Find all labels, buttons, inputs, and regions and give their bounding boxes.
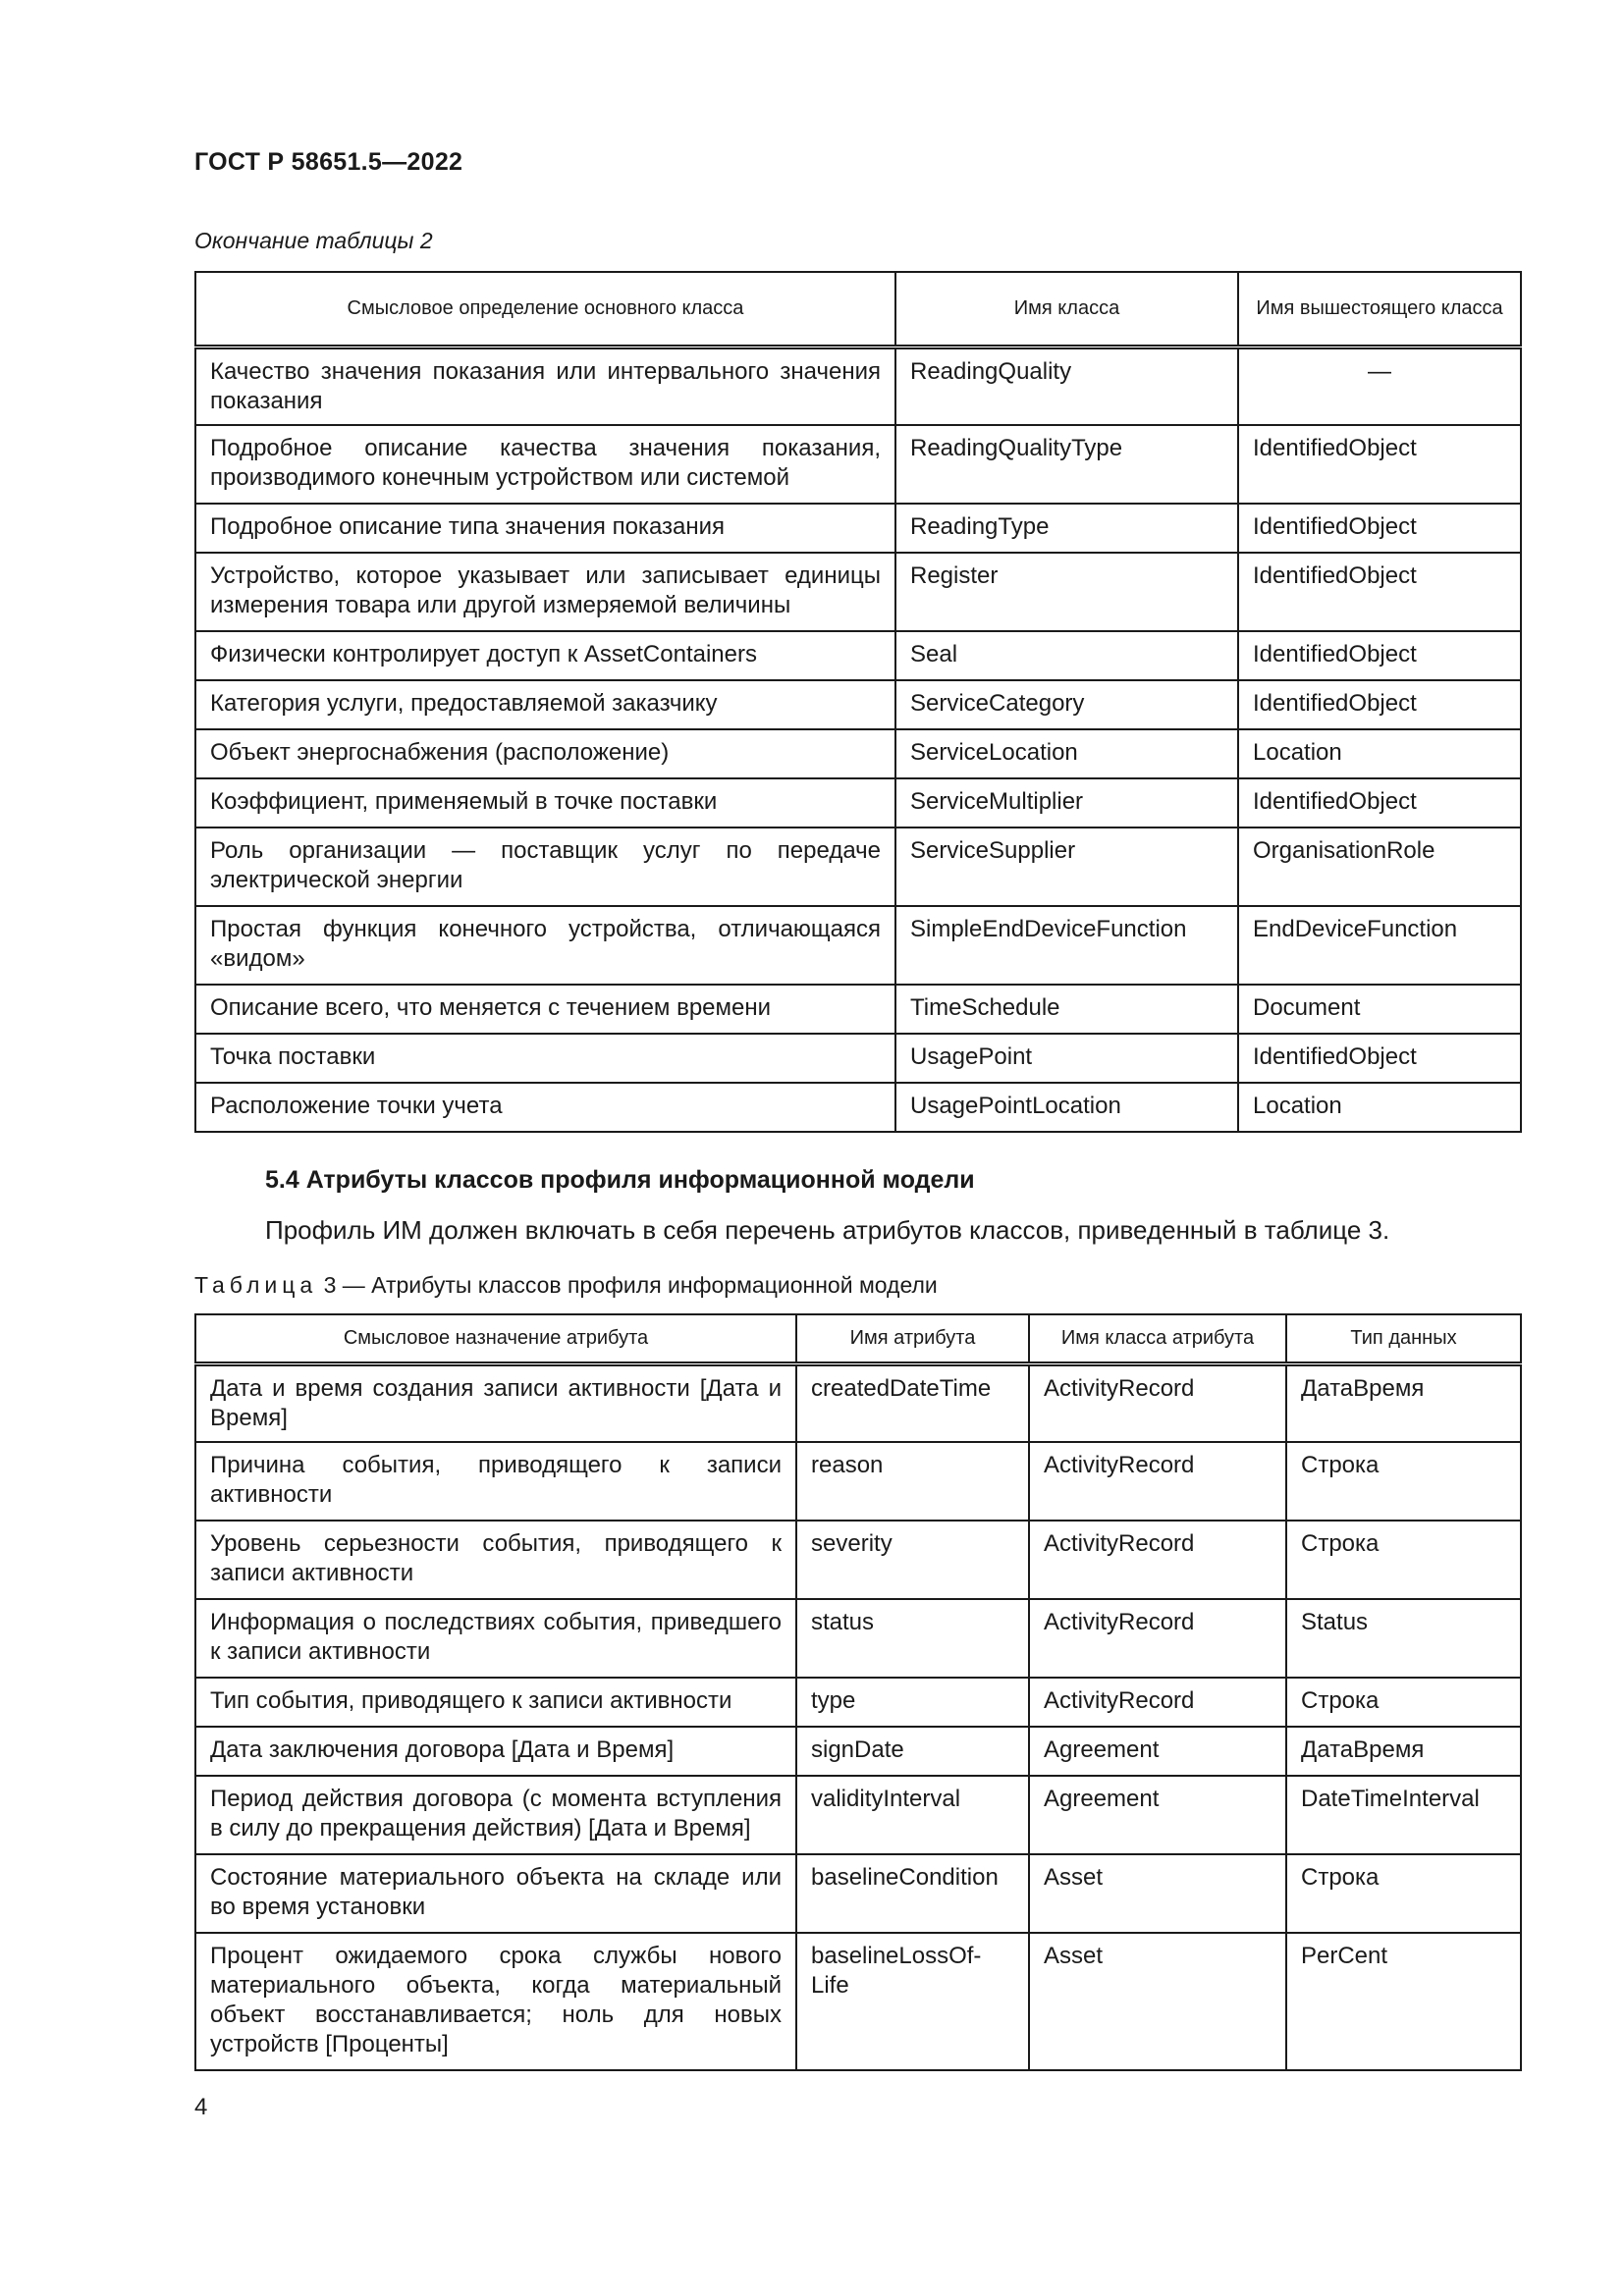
table3-caption-label: Таблица: [194, 1272, 318, 1298]
table-row: [195, 985, 1521, 1034]
section-heading: 5.4 Атрибуты классов профиля информационной модели: [265, 1166, 975, 1194]
table3-cell-purpose: Информация о последствиях события, приведшего к записи активности: [195, 1599, 796, 1678]
table-row: [195, 631, 1521, 680]
table3-cell-attribute-name: reason: [796, 1442, 1029, 1521]
table2-column-header: Имя класса: [895, 272, 1238, 347]
table3-cell-data-type: DateTimeInterval: [1286, 1776, 1521, 1854]
table2-cell-parent-class: IdentifiedObject: [1238, 504, 1521, 553]
table2-cell-class-name: ReadingQuality: [895, 347, 1238, 425]
table2-continuation-label: Окончание таблицы 2: [194, 228, 433, 253]
table2-cell-definition: Описание всего, что меняется с течением времени: [195, 985, 895, 1034]
table2-cell-parent-class: IdentifiedObject: [1238, 1034, 1521, 1083]
table3-cell-attribute-name: baselineCondition: [796, 1854, 1029, 1933]
table2-cell-class-name: ServiceMultiplier: [895, 778, 1238, 828]
table3-cell-data-type: PerCent: [1286, 1933, 1521, 2070]
table3-cell-purpose: Состояние материального объекта на складе или во время установки: [195, 1854, 796, 1933]
table3-cell-purpose: Причина события, приводящего к записи активности: [195, 1442, 796, 1521]
table3-cell-attribute-name: signDate: [796, 1727, 1029, 1776]
table2-cell-definition: Коэффициент, применяемый в точке поставки: [195, 778, 895, 828]
table3-cell-purpose: Процент ожидаемого срока службы нового материального объекта, когда материальный объект восстанавливается; ноль для новых устройств [Проценты]: [195, 1933, 796, 2070]
table2-cell-parent-class: IdentifiedObject: [1238, 425, 1521, 504]
table3-cell-attribute-name: validityInterval: [796, 1776, 1029, 1854]
table3-cell-data-type: Строка: [1286, 1521, 1521, 1599]
table3-column-header: Имя атрибута: [796, 1314, 1029, 1363]
table3-cell-attribute-class: ActivityRecord: [1029, 1599, 1286, 1678]
table3-cell-attribute-name: baselineLossOf-Life: [796, 1933, 1029, 2070]
table2-cell-parent-class: —: [1238, 347, 1521, 425]
table-row: [195, 1083, 1521, 1132]
table2-cell-parent-class: Location: [1238, 1083, 1521, 1132]
table2-cell-definition: Категория услуги, предоставляемой заказчику: [195, 680, 895, 729]
table-row: [195, 1363, 1521, 1442]
table2-cell-definition: Устройство, которое указывает или записывает единицы измерения товара или другой измеряемой величины: [195, 553, 895, 631]
table3-column-header: Имя класса атрибута: [1029, 1314, 1286, 1363]
table-row: [195, 680, 1521, 729]
table-row: [195, 906, 1521, 985]
section-paragraph: Профиль ИМ должен включать в себя перечень атрибутов классов, приведенный в таблице 3.: [265, 1215, 1390, 1245]
table-row: [195, 1678, 1521, 1727]
table2-cell-class-name: ServiceCategory: [895, 680, 1238, 729]
table2-cell-parent-class: EndDeviceFunction: [1238, 906, 1521, 985]
table3-cell-data-type: ДатаВремя: [1286, 1363, 1521, 1442]
table3-column-header: Тип данных: [1286, 1314, 1521, 1363]
table-row: [195, 553, 1521, 631]
table2-cell-parent-class: IdentifiedObject: [1238, 631, 1521, 680]
table3-cell-data-type: Строка: [1286, 1442, 1521, 1521]
table3-cell-purpose: Тип события, приводящего к записи активности: [195, 1678, 796, 1727]
table2-cell-definition: Роль организации — поставщик услуг по передаче электрической энергии: [195, 828, 895, 906]
table3-cell-attribute-class: Agreement: [1029, 1727, 1286, 1776]
table2-column-header: Имя вышестоящего класса: [1238, 272, 1521, 347]
table2-cell-definition: Качество значения показания или интервального значения показания: [195, 347, 895, 425]
table2-cell-class-name: ReadingQualityType: [895, 425, 1238, 504]
table2-cell-class-name: SimpleEndDeviceFunction: [895, 906, 1238, 985]
table-row: [195, 1034, 1521, 1083]
table3-cell-purpose: Уровень серьезности события, приводящего к записи активности: [195, 1521, 796, 1599]
table-row: [195, 425, 1521, 504]
table3-cell-purpose: Дата и время создания записи активности [Дата и Время]: [195, 1363, 796, 1442]
table3-caption-title: 3 — Атрибуты классов профиля информационной модели: [317, 1272, 938, 1298]
table3-column-header: Смысловое назначение атрибута: [195, 1314, 796, 1363]
table2-cell-class-name: UsagePoint: [895, 1034, 1238, 1083]
table3-cell-data-type: Строка: [1286, 1854, 1521, 1933]
table2-cell-class-name: ServiceSupplier: [895, 828, 1238, 906]
table2-cell-definition: Точка поставки: [195, 1034, 895, 1083]
table3-cell-attribute-class: Asset: [1029, 1933, 1286, 2070]
table3-cell-attribute-class: ActivityRecord: [1029, 1678, 1286, 1727]
table2-cell-definition: Расположение точки учета: [195, 1083, 895, 1132]
table3-cell-attribute-name: createdDateTime: [796, 1363, 1029, 1442]
table-row: [195, 729, 1521, 778]
table-row: [195, 1599, 1521, 1678]
table2-cell-definition: Физически контролирует доступ к AssetContainers: [195, 631, 895, 680]
table3-cell-data-type: Status: [1286, 1599, 1521, 1678]
table3-cell-data-type: ДатаВремя: [1286, 1727, 1521, 1776]
table3-cell-attribute-class: ActivityRecord: [1029, 1521, 1286, 1599]
table2-cell-definition: Подробное описание качества значения показания, производимого конечным устройством или системой: [195, 425, 895, 504]
table-row: [195, 1727, 1521, 1776]
table2-cell-parent-class: IdentifiedObject: [1238, 680, 1521, 729]
table2-cell-parent-class: Location: [1238, 729, 1521, 778]
table-row: [195, 778, 1521, 828]
table3-cell-attribute-name: severity: [796, 1521, 1029, 1599]
table3-cell-attribute-class: Agreement: [1029, 1776, 1286, 1854]
table2-cell-class-name: UsagePointLocation: [895, 1083, 1238, 1132]
table2-cell-definition: Подробное описание типа значения показания: [195, 504, 895, 553]
table3-caption: [194, 1272, 938, 1299]
table3-header-row: [195, 1314, 1521, 1363]
table3: [194, 1313, 1522, 2071]
table-row: [195, 828, 1521, 906]
table-row: [195, 347, 1521, 425]
table2-cell-parent-class: Document: [1238, 985, 1521, 1034]
table3-cell-attribute-name: status: [796, 1599, 1029, 1678]
table2-cell-parent-class: OrganisationRole: [1238, 828, 1521, 906]
table-row: [195, 1776, 1521, 1854]
table2-cell-parent-class: IdentifiedObject: [1238, 778, 1521, 828]
page-number: 4: [194, 2094, 208, 2120]
table2-cell-class-name: TimeSchedule: [895, 985, 1238, 1034]
table2-column-header: Смысловое определение основного класса: [195, 272, 895, 347]
table-row: [195, 1442, 1521, 1521]
table-row: [195, 1521, 1521, 1599]
table3-cell-attribute-class: ActivityRecord: [1029, 1363, 1286, 1442]
table-row: [195, 504, 1521, 553]
table3-cell-attribute-name: type: [796, 1678, 1029, 1727]
table3-cell-attribute-class: ActivityRecord: [1029, 1442, 1286, 1521]
table3-cell-attribute-class: Asset: [1029, 1854, 1286, 1933]
table2-cell-definition: Объект энергоснабжения (расположение): [195, 729, 895, 778]
table2-cell-class-name: Seal: [895, 631, 1238, 680]
table3-cell-purpose: Дата заключения договора [Дата и Время]: [195, 1727, 796, 1776]
document-code: ГОСТ Р 58651.5—2022: [194, 148, 463, 176]
table2: [194, 271, 1522, 1133]
table2-cell-parent-class: IdentifiedObject: [1238, 553, 1521, 631]
table3-cell-purpose: Период действия договора (с момента вступления в силу до прекращения действия) [Дата и Время]: [195, 1776, 796, 1854]
table2-header-row: [195, 272, 1521, 347]
table2-cell-class-name: ReadingType: [895, 504, 1238, 553]
table3-cell-data-type: Строка: [1286, 1678, 1521, 1727]
table-row: [195, 1933, 1521, 2070]
table-row: [195, 1854, 1521, 1933]
table2-cell-definition: Простая функция конечного устройства, отличающаяся «видом»: [195, 906, 895, 985]
table2-cell-class-name: ServiceLocation: [895, 729, 1238, 778]
table2-cell-class-name: Register: [895, 553, 1238, 631]
